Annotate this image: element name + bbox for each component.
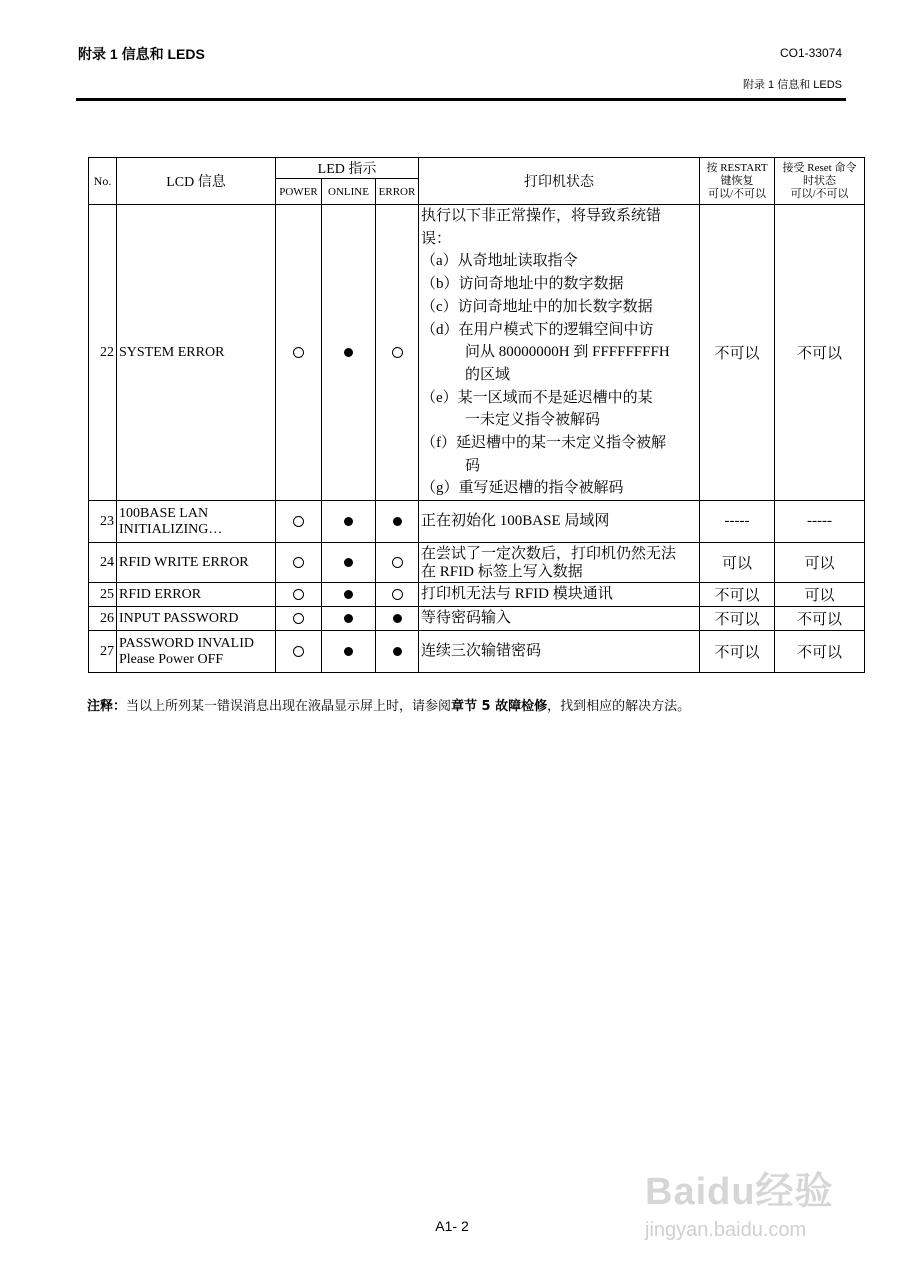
led-online-cell xyxy=(322,607,376,631)
led-error-cell xyxy=(376,631,419,673)
solid-dot-icon xyxy=(393,517,402,526)
lcd-message-line: RFID ERROR xyxy=(119,586,202,602)
solid-dot-icon xyxy=(344,348,353,357)
page-number: A1- 2 xyxy=(435,1218,469,1234)
lcd-message-line: RFID WRITE ERROR xyxy=(119,554,249,570)
table-body xyxy=(89,205,865,673)
note-label: 注释： xyxy=(87,699,127,714)
printer-state-line: 一未定义指令被解码 xyxy=(465,412,601,429)
solid-dot-icon xyxy=(344,590,353,599)
solid-dot-icon xyxy=(344,558,353,567)
led-online-cell xyxy=(322,543,376,583)
printer-state-line: 在尝试了一定次数后，打印机仍然无法 xyxy=(421,545,677,562)
table-row xyxy=(89,543,865,583)
lcd-message xyxy=(117,631,276,673)
restart-status: 不可以 xyxy=(700,205,775,501)
header-reset-line3: 可以/不可以 xyxy=(790,187,849,200)
led-error-cell xyxy=(376,205,419,501)
header-reset xyxy=(775,158,865,205)
printer-state-line: 误： xyxy=(421,230,452,247)
solid-dot-icon xyxy=(344,614,353,623)
lcd-message xyxy=(117,607,276,631)
solid-dot-icon xyxy=(344,647,353,656)
led-online-cell xyxy=(322,631,376,673)
led-power-cell xyxy=(276,543,322,583)
printer-state-line: （b）访问奇地址中的数字数据 xyxy=(421,276,624,293)
printer-state xyxy=(419,583,700,607)
led-online-cell xyxy=(322,583,376,607)
reset-status: ----- xyxy=(775,501,865,543)
solid-dot-icon xyxy=(344,517,353,526)
restart-status: 不可以 xyxy=(700,631,775,673)
printer-state-line: （g）重写延迟槽的指令被解码 xyxy=(421,480,624,497)
header-rule xyxy=(76,98,846,101)
open-circle-icon xyxy=(392,589,403,600)
solid-dot-icon xyxy=(393,647,402,656)
row-number: 24 xyxy=(89,543,117,583)
open-circle-icon xyxy=(293,589,304,600)
reset-status: 不可以 xyxy=(775,607,865,631)
running-title: 附录 1 信息和 LEDS xyxy=(742,79,842,91)
lcd-message-line: 100BASE LAN xyxy=(119,505,209,521)
open-circle-icon xyxy=(293,516,304,527)
section-title: 附录 1 信息和 LEDS xyxy=(78,46,205,62)
table-row xyxy=(89,607,865,631)
open-circle-icon xyxy=(293,646,304,657)
header-restart-line3: 可以/不可以 xyxy=(707,187,767,200)
watermark-logo xyxy=(645,1160,875,1215)
watermark-url: jingyan.baidu.com xyxy=(645,1219,807,1241)
led-power-cell xyxy=(276,501,322,543)
led-online-cell xyxy=(322,205,376,501)
open-circle-icon xyxy=(392,557,403,568)
printer-state xyxy=(419,631,700,673)
lcd-message-line: INITIALIZING… xyxy=(119,521,223,537)
table-row xyxy=(89,501,865,543)
led-power-cell xyxy=(276,607,322,631)
document-code: CO1-33074 xyxy=(779,46,842,60)
printer-state-line: 打印机无法与 RFID 模块通讯 xyxy=(421,586,613,603)
header-reset-line2: 时状态 xyxy=(803,174,837,187)
reset-status: 不可以 xyxy=(775,205,865,501)
restart-status: 不可以 xyxy=(700,607,775,631)
printer-state-line: 的区域 xyxy=(465,366,511,383)
printer-state-line: 问从 80000000H 到 FFFFFFFFH xyxy=(465,344,670,361)
row-number: 23 xyxy=(89,501,117,543)
lcd-message-line: SYSTEM ERROR xyxy=(119,344,225,360)
printer-state-line: 连续三次输错密码 xyxy=(421,643,542,660)
printer-state xyxy=(419,543,700,583)
led-power-cell xyxy=(276,205,322,501)
led-error-cell xyxy=(376,501,419,543)
row-number: 22 xyxy=(89,205,117,501)
led-error-cell xyxy=(376,583,419,607)
table-row xyxy=(89,631,865,673)
reset-status: 可以 xyxy=(775,543,865,583)
printer-state-line: （d）在用户模式下的逻辑空间中访 xyxy=(421,321,654,338)
restart-status: 不可以 xyxy=(700,583,775,607)
open-circle-icon xyxy=(293,557,304,568)
table-row xyxy=(89,583,865,607)
open-circle-icon xyxy=(293,613,304,624)
reset-status: 可以 xyxy=(775,583,865,607)
header-power: POWER xyxy=(276,179,322,205)
lcd-message xyxy=(117,501,276,543)
watermark-logo-text: Baidu经验 xyxy=(645,1171,834,1213)
messages-led-table xyxy=(88,157,865,673)
open-circle-icon xyxy=(392,347,403,358)
led-error-cell xyxy=(376,543,419,583)
printer-state-line: 执行以下非正常操作，将导致系统错 xyxy=(421,208,662,224)
table-row xyxy=(89,205,865,501)
header-restart-line1: 按 RESTART xyxy=(706,161,768,174)
printer-state-line: （f）延迟槽中的某一未定义指令被解 xyxy=(421,435,667,452)
open-circle-icon xyxy=(293,347,304,358)
row-number: 27 xyxy=(89,631,117,673)
reset-status: 不可以 xyxy=(775,631,865,673)
row-number: 26 xyxy=(89,607,117,631)
lcd-message xyxy=(117,205,276,501)
lcd-message xyxy=(117,583,276,607)
header-restart xyxy=(700,158,775,205)
solid-dot-icon xyxy=(393,614,402,623)
printer-state xyxy=(419,501,700,543)
lcd-message-line: Please Power OFF xyxy=(119,651,224,667)
header-led: LED 指示 xyxy=(276,158,419,179)
printer-state xyxy=(419,205,700,501)
led-power-cell xyxy=(276,583,322,607)
led-error-cell xyxy=(376,607,419,631)
led-online-cell xyxy=(322,501,376,543)
header-restart-line2: 键恢复 xyxy=(720,174,754,187)
led-power-cell xyxy=(276,631,322,673)
printer-state-line: （a）从奇地址读取指令 xyxy=(421,253,578,270)
printer-state-line: 在 RFID 标签上写入数据 xyxy=(421,563,583,580)
printer-state-line: 正在初始化 100BASE 局域网 xyxy=(421,513,610,530)
header-reset-line1: 接受 Reset 命令 xyxy=(782,161,857,174)
lcd-message-line: INPUT PASSWORD xyxy=(119,610,239,626)
restart-status: ----- xyxy=(700,501,775,543)
header-lcd: LCD 信息 xyxy=(117,158,276,205)
printer-state-line: （e）某一区域而不是延迟槽中的某 xyxy=(421,389,653,406)
row-number: 25 xyxy=(89,583,117,607)
header-state: 打印机状态 xyxy=(419,158,700,205)
note-chapter-ref: 章节 5 故障检修 xyxy=(451,699,548,714)
header-no: No. xyxy=(89,158,117,205)
printer-state xyxy=(419,607,700,631)
note-text-1: 当以上所列某一错误消息出现在液晶显示屏上时，请参阅 xyxy=(126,699,452,714)
watermark xyxy=(645,1160,875,1270)
printer-state-line: 码 xyxy=(465,457,481,474)
header-error: ERROR xyxy=(376,179,419,205)
lcd-message-line: PASSWORD INVALID xyxy=(119,635,254,651)
restart-status: 可以 xyxy=(700,543,775,583)
header-online: ONLINE xyxy=(322,179,376,205)
lcd-message xyxy=(117,543,276,583)
printer-state-line: 等待密码输入 xyxy=(421,610,512,627)
printer-state-line: （c）访问奇地址中的加长数字数据 xyxy=(421,298,653,315)
note xyxy=(87,695,690,714)
note-text-2: ，找到相应的解决方法。 xyxy=(547,699,691,714)
